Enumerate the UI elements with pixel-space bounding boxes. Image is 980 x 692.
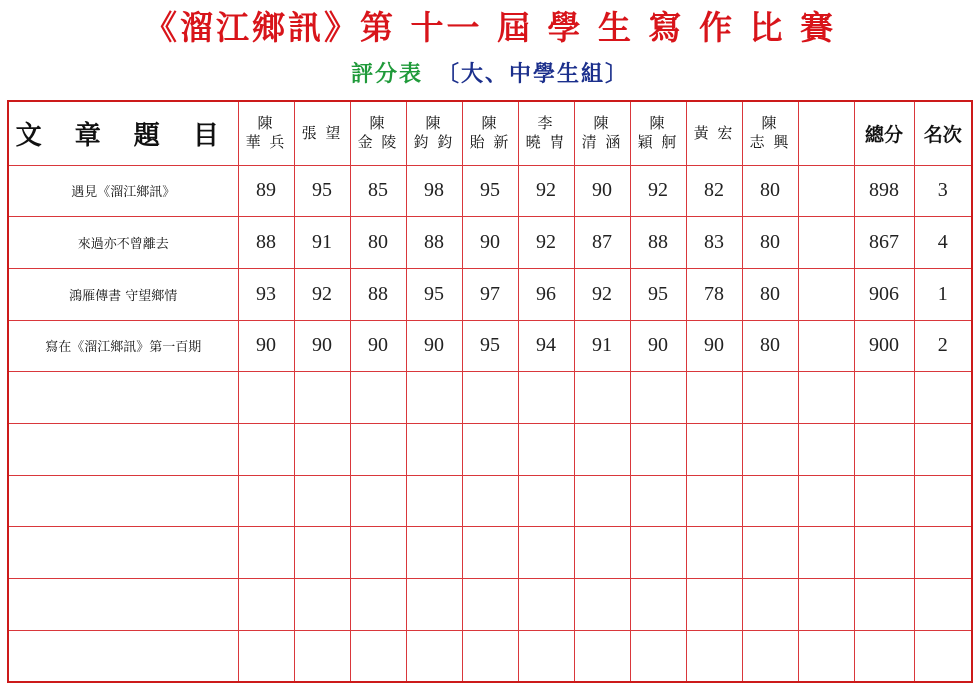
score-cell bbox=[350, 475, 406, 527]
score-cell bbox=[574, 475, 630, 527]
score-cell: 98 bbox=[406, 165, 462, 217]
judge-header bbox=[630, 101, 686, 165]
score-cell bbox=[238, 475, 294, 527]
score-cell: 90 bbox=[294, 320, 350, 372]
table-row bbox=[8, 372, 972, 424]
rank-cell bbox=[914, 527, 972, 579]
judge-name-line1: 陳 bbox=[425, 114, 443, 133]
score-cell bbox=[686, 579, 742, 631]
rank-cell bbox=[914, 372, 972, 424]
score-cell bbox=[518, 372, 574, 424]
article-title-cell: 鴻雁傳書 守望鄉情 bbox=[8, 268, 238, 320]
judge-header bbox=[462, 101, 518, 165]
judge-name-line2: 志 興 bbox=[749, 133, 791, 152]
table-row bbox=[8, 423, 972, 475]
score-cell: 78 bbox=[686, 268, 742, 320]
score-cell bbox=[630, 579, 686, 631]
table-row bbox=[8, 217, 972, 269]
score-cell: 88 bbox=[406, 217, 462, 269]
rank-column-header: 名次 bbox=[914, 101, 972, 165]
score-cell: 97 bbox=[462, 268, 518, 320]
score-cell bbox=[462, 423, 518, 475]
total-score-cell bbox=[854, 579, 914, 631]
article-title-cell bbox=[8, 372, 238, 424]
topic-column-header: 文 章 題 目 bbox=[8, 101, 238, 165]
total-score-cell bbox=[854, 527, 914, 579]
score-cell: 95 bbox=[406, 268, 462, 320]
score-cell bbox=[630, 475, 686, 527]
rank-cell bbox=[914, 579, 972, 631]
score-cell: 90 bbox=[630, 320, 686, 372]
page-title bbox=[0, 6, 980, 50]
score-cell bbox=[350, 423, 406, 475]
table-row bbox=[8, 165, 972, 217]
judge-header bbox=[798, 101, 854, 165]
score-cell: 95 bbox=[462, 320, 518, 372]
score-cell bbox=[350, 630, 406, 682]
subtitle-group: 〔大、中學生組〕 bbox=[437, 61, 630, 87]
judge-name-line2: 貽 新 bbox=[469, 133, 511, 152]
judge-name-line1: 陳 bbox=[593, 114, 611, 133]
score-cell: 95 bbox=[630, 268, 686, 320]
score-cell bbox=[798, 372, 854, 424]
judge-name-line1: 陳 bbox=[369, 114, 387, 133]
score-cell bbox=[574, 372, 630, 424]
score-table bbox=[7, 100, 973, 683]
total-score-cell: 906 bbox=[854, 268, 914, 320]
judge-name-line1: 李 bbox=[537, 114, 555, 133]
score-cell: 92 bbox=[518, 217, 574, 269]
total-column-header: 總分 bbox=[854, 101, 914, 165]
judge-name-line2: 金 陵 bbox=[357, 133, 399, 152]
score-cell bbox=[406, 527, 462, 579]
score-cell bbox=[406, 630, 462, 682]
score-cell: 83 bbox=[686, 217, 742, 269]
score-cell bbox=[742, 372, 798, 424]
rank-cell: 1 bbox=[914, 268, 972, 320]
score-cell bbox=[686, 630, 742, 682]
score-cell: 80 bbox=[742, 268, 798, 320]
judge-header bbox=[686, 101, 742, 165]
score-cell bbox=[742, 475, 798, 527]
score-cell bbox=[742, 423, 798, 475]
score-cell: 90 bbox=[238, 320, 294, 372]
judge-name-line2: 曉 冑 bbox=[525, 133, 567, 152]
score-cell: 80 bbox=[742, 165, 798, 217]
rank-cell bbox=[914, 423, 972, 475]
score-cell bbox=[462, 372, 518, 424]
score-cell bbox=[686, 372, 742, 424]
score-cell bbox=[294, 527, 350, 579]
score-cell bbox=[238, 527, 294, 579]
score-cell bbox=[462, 475, 518, 527]
score-cell bbox=[406, 475, 462, 527]
score-cell bbox=[798, 165, 854, 217]
score-cell: 93 bbox=[238, 268, 294, 320]
table-row bbox=[8, 527, 972, 579]
score-cell bbox=[518, 527, 574, 579]
score-cell bbox=[462, 579, 518, 631]
score-cell bbox=[686, 527, 742, 579]
judge-name-line2: 鈞 鈞 bbox=[413, 133, 455, 152]
score-cell bbox=[350, 527, 406, 579]
score-cell bbox=[238, 630, 294, 682]
score-cell bbox=[574, 579, 630, 631]
score-cell bbox=[798, 630, 854, 682]
article-title-cell: 來過亦不曾離去 bbox=[8, 217, 238, 269]
judge-header bbox=[742, 101, 798, 165]
score-cell: 88 bbox=[350, 268, 406, 320]
score-cell bbox=[630, 423, 686, 475]
score-cell bbox=[630, 527, 686, 579]
table-body bbox=[8, 165, 972, 682]
score-cell bbox=[798, 217, 854, 269]
article-title-cell: 遇見《溜江鄉訊》 bbox=[8, 165, 238, 217]
score-cell bbox=[798, 475, 854, 527]
table-header-row bbox=[8, 101, 972, 165]
rank-cell: 2 bbox=[914, 320, 972, 372]
score-cell bbox=[462, 527, 518, 579]
judge-header bbox=[238, 101, 294, 165]
total-score-cell: 900 bbox=[854, 320, 914, 372]
score-cell bbox=[798, 320, 854, 372]
score-cell bbox=[518, 475, 574, 527]
score-cell: 91 bbox=[574, 320, 630, 372]
judge-name-line2: 清 涵 bbox=[581, 133, 623, 152]
score-cell bbox=[574, 423, 630, 475]
score-cell bbox=[294, 579, 350, 631]
article-title-cell bbox=[8, 423, 238, 475]
score-cell: 95 bbox=[294, 165, 350, 217]
score-cell bbox=[742, 527, 798, 579]
score-cell bbox=[742, 630, 798, 682]
score-cell bbox=[798, 527, 854, 579]
score-cell bbox=[238, 423, 294, 475]
judge-header bbox=[406, 101, 462, 165]
score-cell bbox=[238, 579, 294, 631]
judge-name-line1: 張 望 bbox=[301, 123, 343, 142]
score-cell bbox=[462, 630, 518, 682]
score-cell: 95 bbox=[462, 165, 518, 217]
score-cell bbox=[574, 630, 630, 682]
score-cell: 88 bbox=[630, 217, 686, 269]
article-title-cell: 寫在《溜江鄉訊》第一百期 bbox=[8, 320, 238, 372]
score-cell bbox=[630, 372, 686, 424]
judge-header bbox=[350, 101, 406, 165]
score-cell: 90 bbox=[350, 320, 406, 372]
score-cell bbox=[518, 579, 574, 631]
score-cell: 96 bbox=[518, 268, 574, 320]
total-score-cell: 867 bbox=[854, 217, 914, 269]
score-cell bbox=[574, 527, 630, 579]
score-cell bbox=[798, 579, 854, 631]
score-cell: 94 bbox=[518, 320, 574, 372]
article-title-cell bbox=[8, 527, 238, 579]
score-cell: 92 bbox=[294, 268, 350, 320]
score-cell bbox=[238, 372, 294, 424]
score-cell: 90 bbox=[686, 320, 742, 372]
score-cell: 80 bbox=[350, 217, 406, 269]
score-cell: 87 bbox=[574, 217, 630, 269]
article-title-cell bbox=[8, 579, 238, 631]
score-cell bbox=[294, 423, 350, 475]
score-cell bbox=[798, 268, 854, 320]
total-score-cell bbox=[854, 475, 914, 527]
score-cell: 90 bbox=[574, 165, 630, 217]
score-cell: 80 bbox=[742, 320, 798, 372]
score-cell: 92 bbox=[574, 268, 630, 320]
table-row bbox=[8, 579, 972, 631]
judge-name-line1: 陳 bbox=[481, 114, 499, 133]
judge-name-line1: 陳 bbox=[257, 114, 275, 133]
score-cell bbox=[686, 423, 742, 475]
score-cell bbox=[294, 372, 350, 424]
score-cell: 80 bbox=[742, 217, 798, 269]
judge-header bbox=[574, 101, 630, 165]
judge-header bbox=[518, 101, 574, 165]
total-score-cell bbox=[854, 423, 914, 475]
judge-name-line1: 陳 bbox=[761, 114, 779, 133]
rank-cell: 3 bbox=[914, 165, 972, 217]
score-cell: 92 bbox=[518, 165, 574, 217]
total-score-cell bbox=[854, 630, 914, 682]
judge-name-line1: 黃 宏 bbox=[693, 123, 735, 142]
score-cell bbox=[406, 372, 462, 424]
rank-cell bbox=[914, 475, 972, 527]
judge-name-line2: 華 兵 bbox=[245, 133, 287, 152]
subtitle-score-sheet: 評分表 bbox=[350, 61, 423, 87]
judge-name-line1: 陳 bbox=[649, 114, 667, 133]
score-cell bbox=[406, 423, 462, 475]
table-row bbox=[8, 475, 972, 527]
score-cell bbox=[406, 579, 462, 631]
page-title-text: 《溜江鄉訊》第 十一 屆 學 生 寫 作 比 賽 bbox=[144, 8, 836, 47]
score-cell bbox=[742, 579, 798, 631]
score-cell bbox=[798, 423, 854, 475]
article-title-cell bbox=[8, 630, 238, 682]
score-cell bbox=[686, 475, 742, 527]
score-cell: 82 bbox=[686, 165, 742, 217]
score-cell: 88 bbox=[238, 217, 294, 269]
score-cell: 85 bbox=[350, 165, 406, 217]
score-cell bbox=[630, 630, 686, 682]
score-cell: 92 bbox=[630, 165, 686, 217]
rank-cell: 4 bbox=[914, 217, 972, 269]
score-cell bbox=[518, 630, 574, 682]
score-cell bbox=[294, 475, 350, 527]
score-cell: 90 bbox=[462, 217, 518, 269]
article-title-cell bbox=[8, 475, 238, 527]
score-cell: 91 bbox=[294, 217, 350, 269]
total-score-cell: 898 bbox=[854, 165, 914, 217]
total-score-cell bbox=[854, 372, 914, 424]
score-cell bbox=[294, 630, 350, 682]
judge-header bbox=[294, 101, 350, 165]
score-cell: 90 bbox=[406, 320, 462, 372]
judge-name-line2: 穎 舸 bbox=[637, 133, 679, 152]
page-subtitle bbox=[0, 58, 980, 90]
score-cell bbox=[518, 423, 574, 475]
table-row bbox=[8, 320, 972, 372]
table-row bbox=[8, 630, 972, 682]
table-row bbox=[8, 268, 972, 320]
score-cell bbox=[350, 372, 406, 424]
score-cell bbox=[350, 579, 406, 631]
score-cell: 89 bbox=[238, 165, 294, 217]
rank-cell bbox=[914, 630, 972, 682]
